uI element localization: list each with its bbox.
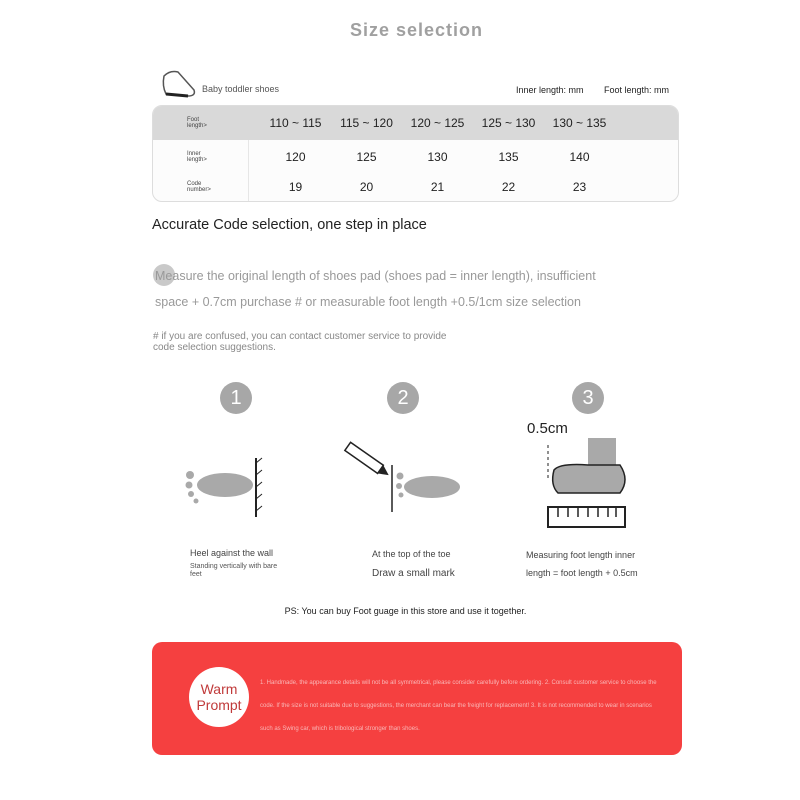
- instruction-line-1: Measure the original length of shoes pad (shoes pad = inner length), insufficient: [155, 269, 596, 283]
- table-cell: 120 ~ 125: [410, 116, 465, 130]
- table-cell: 115 ~ 120: [340, 116, 393, 130]
- step-number: 2: [387, 382, 419, 414]
- step-subcaption: Standing vertically with bare feet: [190, 563, 278, 578]
- step-number: 3: [572, 382, 604, 414]
- table-cell: 125 ~ 130: [481, 116, 536, 130]
- foot-wall-icon: [180, 455, 270, 520]
- table-cell: 20: [359, 180, 374, 194]
- table-row: [153, 174, 678, 200]
- section-heading: Accurate Code selection, one step in place: [152, 217, 427, 233]
- table-cell: 23: [572, 180, 587, 194]
- instruction-line-2: space + 0.7cm purchase # or measurable foot length +0.5/1cm size selection: [155, 295, 581, 309]
- badge-line-1: Warm: [200, 681, 238, 697]
- size-table: [152, 105, 679, 202]
- ps-note: PS: You can buy Foot guage in this store and use it together.: [284, 606, 527, 616]
- step-caption: Heel against the wall: [190, 548, 274, 558]
- warm-prompt-panel: [152, 642, 682, 755]
- table-cell: 19: [288, 180, 303, 194]
- table-cell: 130 ~ 135: [552, 116, 607, 130]
- step-caption: Measuring foot length inner: [526, 550, 636, 560]
- table-cell: 125: [356, 150, 377, 164]
- table-cell: 130: [427, 150, 448, 164]
- table-cell: 22: [501, 180, 516, 194]
- step-subcaption: length = foot length + 0.5cm: [526, 568, 638, 578]
- foot-ruler-icon: [540, 435, 635, 530]
- table-cell: 135: [498, 150, 519, 164]
- note-text: # if you are confused, you can contact customer service to provide code selection suggestions.: [153, 331, 447, 353]
- table-cell: 140: [569, 150, 590, 164]
- product-name: Baby toddler shoes: [202, 84, 280, 94]
- row-label: Inner length>: [187, 151, 207, 163]
- pencil-mark-icon: [340, 440, 465, 515]
- table-cell: 21: [430, 180, 445, 194]
- measure-label: 0.5cm: [527, 420, 568, 437]
- page-title: Size selection: [349, 20, 484, 40]
- table-row: [153, 106, 678, 140]
- row-label: Foot length>: [187, 117, 207, 129]
- step-subcaption: Draw a small mark: [372, 568, 455, 579]
- step-caption: At the top of the toe: [372, 549, 451, 559]
- table-row: [153, 144, 678, 170]
- badge-line-2: Prompt: [196, 697, 242, 713]
- foot-length-unit: Foot length: mm: [604, 85, 670, 95]
- warm-prompt-text: 1. Handmade, the appearance details will not be all symmetrical, please consider carefully before ordering. 2. Consult customer service to choose the code. If the size is not suitable due to suggestions, the merchant can bear the freight for replacement! 3. It is not recommended to wear in scenarios such as Swing car, which is tribological stronger than shoes.: [260, 680, 657, 732]
- shoe-icon: [160, 68, 200, 100]
- row-label: Code number>: [187, 181, 211, 193]
- step-number: 1: [220, 382, 252, 414]
- warm-prompt-badge: [189, 667, 249, 727]
- table-cell: 110 ~ 115: [269, 116, 322, 130]
- table-cell: 120: [285, 150, 306, 164]
- inner-length-unit: Inner length: mm: [516, 85, 584, 95]
